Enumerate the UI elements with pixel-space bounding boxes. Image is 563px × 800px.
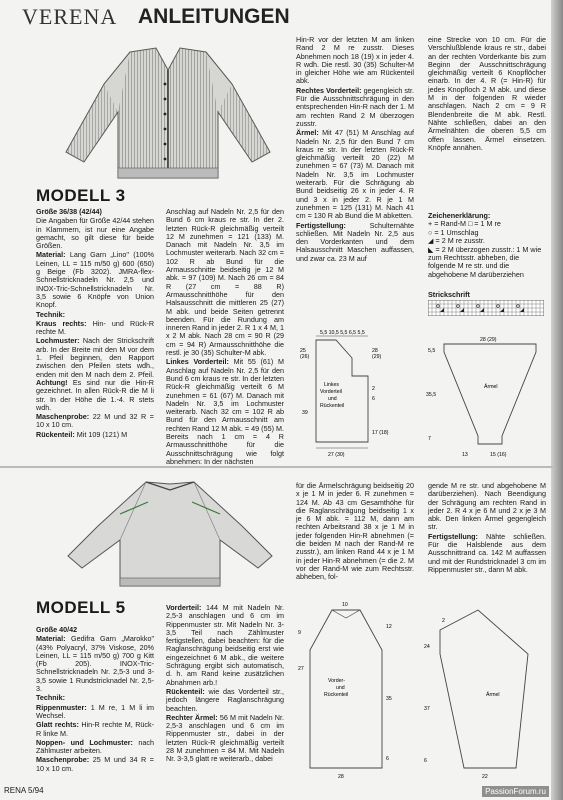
dim-9: 9 <box>298 630 301 636</box>
legend-title: Zeichenerklärung: <box>428 211 491 220</box>
dim-top: 5,5 10,5 5,5 6,5 5,5 <box>320 330 365 336</box>
dim-25: 25 <box>300 348 306 354</box>
aermel-label: Ärmel: <box>296 128 319 138</box>
vorderteil-continued: Hin-R vor der letzten M am linken Rand 2 M re zusstr. Dieses Abnehmen noch 18 (19) x in jeder 4. R wdh. Die restl. 30 (35) Schulter-M in gleicher Höhe wie am Rückenteil abk. <box>296 35 414 86</box>
technique-label-5: Technik: <box>36 693 66 703</box>
size-label-5: Größe 40/42 <box>36 625 78 634</box>
schematic-label-4: Rückenteil <box>320 403 345 409</box>
maschenprobe-text: 22 M und 32 R = 10 x 10 cm. <box>36 412 155 430</box>
sleeve-dim-15: 15 (16) <box>490 452 507 458</box>
dim-width: 27 (30) <box>328 452 345 458</box>
dim-27: 27 <box>298 666 304 672</box>
sleeve-dim-13: 13 <box>462 452 468 458</box>
dim-35: 35 <box>386 696 392 702</box>
page-footer: RENA 5/94 <box>4 786 44 795</box>
strickschrift-title: Strickschrift <box>428 290 470 299</box>
sleeve-dim-55: 5,5 <box>428 348 436 354</box>
sleeve5-dim-6: 6 <box>424 758 427 764</box>
vorderteil-text-5: 144 M mit Nadeln Nr. 2,5-3 anschlagen und 6 cm im Rippenmuster str. Mit Nadeln Nr. 3-3,5 Teil nach Zählmuster fertigstellen, dabei beachten: für die Raglanschrägung beidseitig erst wie eingezeichnet 6 M abk., die weitere Schrägung ergibt sich automatisch, d. h. am Rand keine zusätzlichen Abnahmen arb.! <box>166 603 285 687</box>
linkes-vorderteil-text: Mit 55 (61) M Anschlag auf Nadeln Nr. 2,5 für den Bund 6 cm kraus re str. In der letzten Rück-R gleichmäßig verteilt 6 M zunehmen = 61 (67) M. Danach mit Nadeln Nr. 3,5 im Lochmuster weiterarb. Nach 32 cm = 102 R ab Bund für den Armausschnitt am rechten Rand 12 M abk. = 49 (55) M. Bereits nach 1 cm = 4 R Armausschnitthöhe für die Ausschnittschrägung wie folgt abnehmen: In der nächsten <box>166 357 284 466</box>
rueckenteil-text-5: wie das Vorderteil str., jedoch längere Raglanschrägung beachten. <box>166 686 284 713</box>
schematic-label-1: Linkes <box>324 382 339 388</box>
dim-2: 2 <box>372 386 375 392</box>
maschenprobe-label-5: Maschenprobe: <box>36 755 90 765</box>
dim-39: 39 <box>302 410 308 416</box>
legend-item-rand: + = Rand-M □ = 1 M re <box>428 219 501 229</box>
rippenmuster-text: 1 M re, 1 M li im Wechsel. <box>36 702 155 720</box>
sleeve-dim-355: 35,5 <box>426 392 437 398</box>
aermel-text: Mit 47 (51) M Anschlag auf Nadeln Nr. 2,5 für den Bund 7 cm kraus re str. In der letzten Rück-R gleichmäßig verteilt 20 (22) M zunehmen = 67 (73) M. Danach mit Nadeln Nr. 3,5 im Lochmuster weiterarb. Für die Schrägung ab Bund beidseitig 26 x in jeder 4. R und 3 x in jeder 2. R je 1 M zunehmen = 125 (131) M. Nach 41 cm = 130 R ab Bund die M abketten. <box>296 128 415 221</box>
rueckenteil-continued: Anschlag auf Nadeln Nr. 2,5 für den Bund 6 cm kraus re str. In der 2. letzten Rück-R gleichmäßig verteilt 12 M zunehmen = 121 (133) M. Danach mit Nadeln Nr. 3,5 im Lochmuster weiterarb. Nach 32 cm = 102 R ab Bund für die Armausschnitte beidseitig je 12 M abk. = 97 (109) M. Nach 26 cm = 84 R (27 cm = 88 R) Armausschnitthöhe für den Halsausschnitt die mittleren 25 (27) M abk. und beide Seiten getrennt beenden. Für die Rundung am inneren Rand in jeder 2. R 1 x 4 M, 1 x 2 M abk. Nach 28 cm = 90 R (29 cm = 94 R) Armausschnitthöhe die restl. je 30 (35) Schulter-M abk. <box>166 207 284 358</box>
model-5-column-2 <box>166 604 284 765</box>
maschenprobe-label: Maschenprobe: <box>36 412 90 422</box>
sleeve5-dim-37: 37 <box>424 706 430 712</box>
schematic5-label-1: Vorder- <box>328 678 346 684</box>
material-label: Material: <box>36 250 66 260</box>
sleeve5-dim-2: 2 <box>442 618 445 624</box>
schematic5-label-3: Rückenteil <box>324 692 349 698</box>
model-3-column-1 <box>36 208 154 440</box>
rand-symbol-icon: + <box>428 219 435 229</box>
achtung-text: Es sind nur die Hin-R gezeichnet. In allen Rück-R die M li str. In der Höhe die 1.-4. R stets wdh. <box>36 377 154 412</box>
dim-28b: 28 <box>338 774 344 780</box>
model-5-column-3 <box>296 482 414 583</box>
rueckenteil-label: Rückenteil: <box>36 429 75 439</box>
legend-item-umschlag: ○ = 1 Umschlag <box>428 227 479 237</box>
model-5-schematic <box>296 600 416 782</box>
legend <box>428 212 546 279</box>
material-text-5: Gedifra Garn „Marokko" (43% Polyacryl, 37% Viskose, 20% Leinen, LL = 115 m/50 g) 700 g Kitt (Fb 205). INOX-Tric-Schnellstricknadeln Nr. 2,5-3 und 3-3,5 sowie 1 Rundstricknadel Nr. 2,5-3. <box>36 634 154 694</box>
model-5-title: MODELL 5 <box>36 598 126 617</box>
sleeve-dim-7: 7 <box>428 436 431 442</box>
rueckenteil-label-5: Rückenteil: <box>166 686 205 696</box>
model-5-column-4 <box>428 482 546 575</box>
page-title: ANLEITUNGEN <box>138 5 290 28</box>
rechtes-vorderteil-label: Rechtes Vorderteil: <box>296 85 362 95</box>
rechter-aermel-label: Rechter Ärmel: <box>166 712 218 722</box>
fertigstellung-text-5: Nähte schließen. Für die Halsblende aus dem Ausschnittrand ca. 142 M auffassen und mit der Rundstricknadel 3 cm im Rippenmuster str., dann M abk. <box>428 531 547 574</box>
legend-item-zusstr: ◢ = 2 M re zusstr. <box>428 236 485 246</box>
model-3-column-2 <box>166 208 284 467</box>
cardigan-illustration <box>52 44 284 190</box>
dim-10: 10 <box>342 602 348 608</box>
model-3-title: MODELL 3 <box>36 186 126 205</box>
model-5-column-1 <box>36 626 154 774</box>
material-label-5: Material: <box>36 634 66 644</box>
brand-logo: VERENA <box>22 4 118 29</box>
lochmuster-label: Lochmuster: <box>36 336 80 346</box>
lochmuster-text: Nach der Strickschrift arb. In der Breite mit den M vor dem 1. Pfeil beginnen, den Rapport zwischen den Pfeilen stets wdh., enden mit den M nach dem 2. Pfeil. <box>36 336 154 379</box>
intro-text: Die Angaben für Größe 42/44 stehen in Klammern, ist nur eine Angabe gemacht, so gilt diese für beide Größen. <box>36 216 154 251</box>
model-3-column-3 <box>296 36 414 264</box>
page-edge <box>551 0 563 800</box>
vorderteil-label-5: Vorderteil: <box>166 603 202 612</box>
aermel-continued: für die Ärmelschrägung beidseitig 20 x je 1 M in jeder 6. R zunehmen = 124 M. Ab 43 cm Gesamthöhe für die Raglanschrägung beidseitig 1 x je 6 M abk. = 112 M, dann am rechten Arbeitsrand 38 x je 1 M in jeder folgenden Hin-R abnehmen (= die beiden M nach der Rand-M re zusstr.), am linken Rand 44 x je 1 M in jeder Hin-R abnehmen (= die 2. M vor der Rand-M wie zum Rechtsstr. abheben, fol- <box>296 481 414 582</box>
model-5-sleeve-schematic <box>420 600 548 782</box>
dim-26: (26) <box>300 354 310 360</box>
model-3-column-4 <box>428 36 546 153</box>
model-3-sleeve-schematic <box>424 336 548 460</box>
sleeve-label: Ärmel <box>484 384 498 390</box>
fertigstellung-text: Schulternähte schließen. Mit Nadeln Nr. 2,5 aus den Vorderkanten und dem Halsausschnitt Maschen auffassen, und zwar ca. 23 M auf <box>296 220 414 263</box>
schematic5-label-2: und <box>336 685 345 691</box>
sleeve-dim-top: 28 (29) <box>480 337 497 343</box>
raglan-sweater-illustration <box>60 474 280 596</box>
material-text: Lang Garn „Lino" (100% Leinen, LL = 115 m/50 g) 600 (650) g Beige (Fb 3202). JMRA-flex-Schnellstricknadeln Nr. 2,5 und INOX-Tric-Schnellstricknadeln Nr. 3,5 sowie 6 Knöpfe von Union Knopf. <box>36 250 154 310</box>
technique-label: Technik: <box>36 309 66 319</box>
dim-28: 28 <box>372 348 378 354</box>
circle-symbol-icon: ○ <box>428 227 435 237</box>
maschenprobe-text-5: 25 M und 34 R = 10 x 10 cm. <box>36 755 155 773</box>
achtung-label: Achtung! <box>36 377 68 387</box>
dim-6: 6 <box>372 396 375 402</box>
dim-6b: 6 <box>386 756 389 762</box>
glatt-text: Hin-R rechte M, Rück-R linke M. <box>36 720 155 738</box>
slash-left-symbol-icon: ◣ <box>428 244 436 254</box>
fertigstellung-label-5: Fertigstellung: <box>428 531 478 541</box>
noppen-label: Noppen- und Lochmuster: <box>36 737 133 747</box>
aermel-continued-2: gende M re str. und abgehobene M darüberziehen). Nach Beendigung der Schrägung am rechten Rand in jeder 2. R 4 x je 6 M und 2 x je 3 M abk. Den linken Ärmel gegengleich str. <box>428 481 546 532</box>
sleeve5-dim-22: 22 <box>482 774 488 780</box>
legend-item-ueberzogen: ◣ = 2 M überzogen zusstr.: 1 M wie zum Rechtsstr. abheben, die folgende M re str. und die abgehobene M darüberziehen <box>428 244 542 279</box>
kraus-text: Hin- und Rück-R rechte M. <box>36 318 155 337</box>
watermark: PassionForum.ru <box>482 786 549 797</box>
slash-right-symbol-icon: ◢ <box>428 236 436 246</box>
kraus-label: Kraus rechts: <box>36 318 87 328</box>
schematic-label-3: und <box>328 396 337 402</box>
sleeve5-label: Ärmel <box>486 692 500 698</box>
dim-29: (29) <box>372 354 382 360</box>
page-header <box>0 0 563 34</box>
rippenmuster-label: Rippenmuster: <box>36 702 87 712</box>
size-label: Größe 36/38 (42/44) <box>36 207 102 216</box>
dim-12: 12 <box>386 624 392 630</box>
dim-17: 17 (18) <box>372 430 389 436</box>
section-divider <box>0 466 553 468</box>
noppen-text: nach Zählmuster arbeiten. <box>36 737 155 756</box>
rueckenteil-text: Mit 109 (121) M <box>76 429 128 439</box>
strickschrift-chart <box>428 300 544 316</box>
fertigstellung-continued: eine Strecke von 10 cm. Für die Verschlußblende kraus re str., dabei an der rechten Vorderkante bis zum Beginn der Ausschnittschrägung gleichmäßig verteilt 6 Knopflöcher einarb. In der 4. R (= Hin-R) für jedes Knopfloch 2 M abk. und diese M in der folgenden R wieder anschlagen. Nach 2 cm = 9 R Blendenbreite die M abk. Restl. Nähte schließen, dabei an den Ärmelnähten die oberen 5,5 cm offen lassen. Ärmel einsetzen. Knöpfe annähen. <box>428 35 546 152</box>
linkes-vorderteil-label: Linkes Vorderteil: <box>166 357 229 367</box>
model-3-schematic <box>296 330 424 460</box>
glatt-label: Glatt rechts: <box>36 720 79 730</box>
sleeve5-dim-24: 24 <box>424 644 430 650</box>
fertigstellung-label: Fertigstellung: <box>296 220 346 230</box>
schematic-label-2: Vorderteil <box>320 389 342 395</box>
rechter-aermel-text: 56 M mit Nadeln Nr. 2,5-3 anschlagen und 6 cm im Rippenmuster str., dabei in der letzten Rück-R gleichmäßig verteilt 28 M zunehmen = 84 M. Mit Nadeln Nr. 3-3,5 glatt re weiterarb., dabei <box>166 712 284 764</box>
rechtes-vorderteil-text: gegengleich str. Für die Ausschnittschrägung in den entsprechenden Hin-R nach der 1. M am rechten Rand 2 M überzogen zusstr. <box>296 85 414 128</box>
